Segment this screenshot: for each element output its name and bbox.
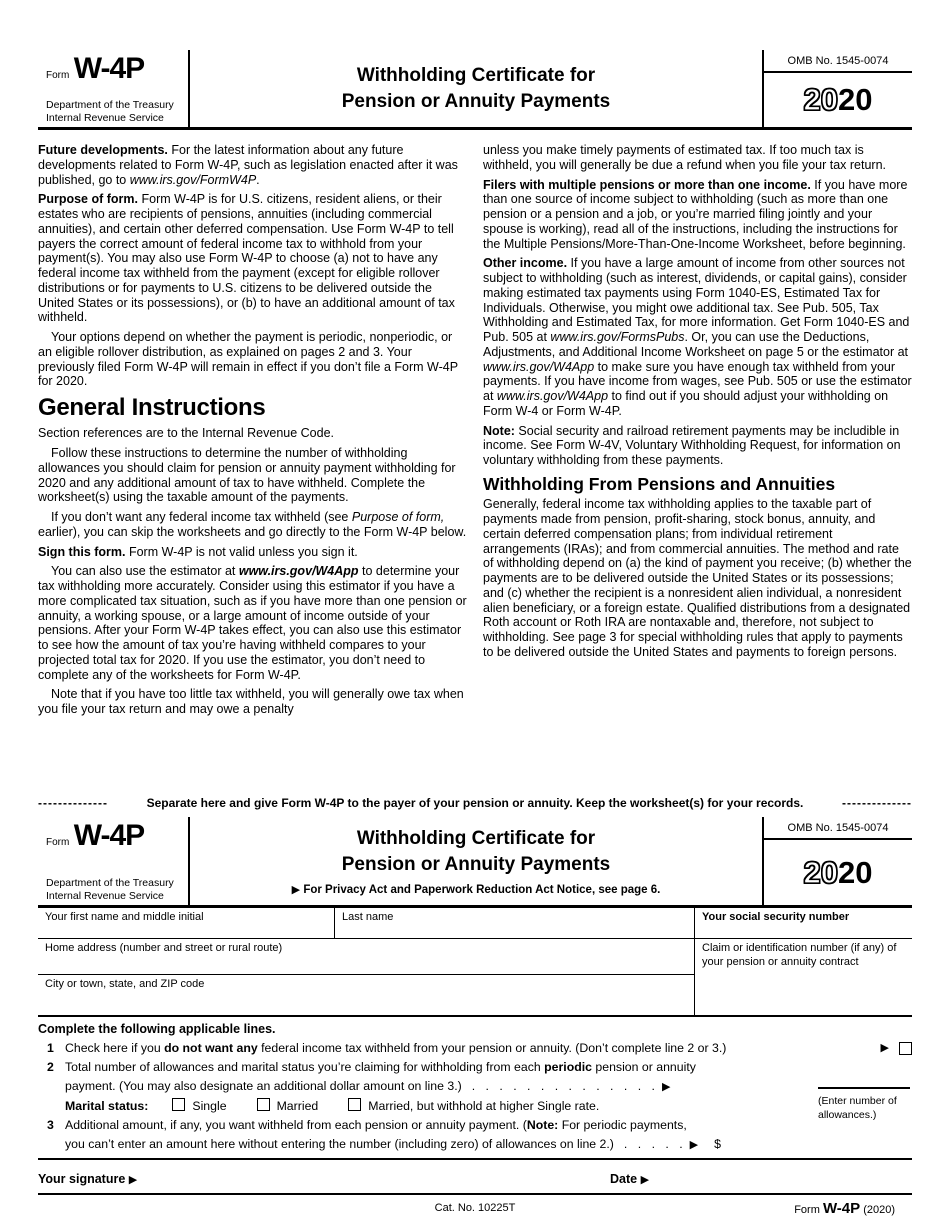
form-header-top	[38, 50, 912, 130]
para-sign-this-form: Sign this form. Form W-4P is not valid unless you sign it.	[38, 544, 358, 559]
line-3-text: Additional amount, if any, you want withheld from each pension or annuity payment. (Note: For periodic payments,	[65, 1118, 687, 1132]
para-skip-worksheets: If you don’t want any federal income tax withheld (see Purpose of form, earlier), you can skip the worksheets and go directly to the Form W-4P below.	[38, 510, 467, 539]
single-checkbox[interactable]	[172, 1098, 185, 1111]
claim-number-field[interactable]	[695, 939, 912, 1015]
arrow-right-icon: ▶	[689, 1139, 699, 1151]
form-id	[794, 1200, 895, 1217]
agency-line-1: Department of the Treasury	[46, 99, 174, 112]
omb-year-block-2	[762, 817, 912, 905]
catalog-number: Cat. No. 10225T	[434, 1202, 516, 1214]
signature-label: Your signature	[38, 1172, 126, 1186]
para-multiple-pensions: Filers with multiple pensions or more than one income. If you have more than one source of income subject to withholding (such as more than one pension or a pension and a job, or you’re married filing jointly and your spouse is working), read all of the instructions, including the instructions for the Multiple Pensions/More-Than-One-Income Worksheet, before beginning.	[483, 177, 908, 251]
ssn-field[interactable]	[695, 908, 912, 939]
home-address-field[interactable]	[38, 939, 695, 975]
form-word: Form	[46, 70, 70, 81]
para-your-options: Your options depend on whether the payment is periodic, nonperiodic, or an eligible rollover distribution, as explained on pages 2 and 3. Your previously filed Form W-4P will remain in effect if you don’t file a Form W-4P for 2020.	[38, 330, 458, 389]
married-checkbox[interactable]	[257, 1098, 270, 1111]
last-name-label: Last name	[342, 911, 394, 923]
allowances-entry-line[interactable]	[818, 1087, 910, 1089]
para-future-developments: Future developments. For the latest information about any future developments related to Form W-4P, such as legislation enacted after it was published, go to www.irs.gov/FormW4P.	[38, 143, 458, 187]
date-label: Date	[610, 1172, 638, 1186]
form-number-block	[38, 50, 190, 127]
applicable-lines-section	[38, 1017, 912, 1160]
form-title-line-2: Pension or Annuity Payments	[341, 90, 611, 112]
form-title-block	[190, 50, 762, 127]
marital-option-single	[172, 1098, 226, 1114]
dot-leaders: . . . . . . . . . . . . . .	[471, 1079, 655, 1093]
para-section-references: Section references are to the Internal Revenue Code.	[38, 426, 335, 441]
line-3	[38, 1117, 912, 1133]
married-higher-rate-label: Married, but withhold at higher Single rate.	[368, 1099, 600, 1113]
line-1-number: 1	[47, 1041, 54, 1055]
married-label: Married	[276, 1099, 319, 1113]
line-1	[38, 1040, 912, 1056]
year-outline-digits: 20	[803, 82, 838, 117]
form-title-line-2b: Pension or Annuity Payments	[341, 854, 611, 875]
line-3-number: 3	[47, 1118, 54, 1132]
no-withholding-checkbox[interactable]	[899, 1042, 912, 1055]
para-withholding-general: Generally, federal income tax withholding applies to the taxable part of payments made from pension, profit-sharing, stock bonus, annuity, and certain deferred compensation plans; from individual retirement arrangements (IRAs); and from commercial annuities. The method and rate of withholding depend on (a) the kind of payment you receive; (b) whether the payments are to be delivered outside the United States or its possessions; and (c) whether the recipient is a nonresident alien individual, a nonresident alien beneficiary, or a foreign estate. Qualified distributions from a designated Roth account or Roth IRA are nontaxable and, therefore, not subject to withholding. See page 3 for special withholding rules that apply to payments to be delivered outside the United States and payments to foreign persons.	[483, 497, 912, 659]
heading-withholding-pensions: Withholding From Pensions and Annuities	[483, 473, 836, 494]
form-id-number: W-4P	[822, 1200, 861, 1217]
marital-status-row	[65, 1098, 912, 1114]
year-outline-digits-2: 20	[803, 854, 838, 890]
form-title-line-1: Withholding Certificate for	[356, 64, 596, 86]
agency-lines-2	[46, 877, 182, 902]
single-label: Single	[192, 1099, 227, 1113]
arrow-right-icon: ▶	[291, 883, 301, 896]
signature-area[interactable]	[38, 1172, 610, 1186]
married-higher-rate-checkbox[interactable]	[348, 1098, 361, 1111]
line-1-text: Check here if you do not want any federal income tax withheld from your pension or annuity. (Don’t complete line 2 or 3.)	[65, 1041, 727, 1055]
form-word-2: Form	[46, 837, 70, 848]
omb-number: OMB No. 1545-0074	[764, 50, 912, 73]
last-name-field[interactable]	[335, 908, 695, 939]
agency-line-1b: Department of the Treasury	[46, 877, 174, 890]
separate-here-text: Separate here and give Form W-4P to the payer of your pension or annuity. Keep the worksheet(s) for your records.	[146, 796, 804, 810]
separator-dashes-right: --------------	[842, 796, 912, 810]
instructions-right-column	[483, 143, 912, 793]
instructions	[38, 130, 912, 793]
year-solid-digits: 20	[838, 82, 873, 117]
omb-year-block	[762, 50, 912, 127]
signature-row	[38, 1160, 912, 1195]
form-number-block-2	[38, 817, 190, 905]
form-id-year: (2020)	[863, 1204, 895, 1216]
tax-year-2	[764, 840, 912, 905]
first-name-label: Your first name and middle initial	[45, 911, 204, 923]
tax-year	[764, 73, 912, 127]
line-2-text-cont: payment. (You may also designate an additional dollar amount on line 3.)	[65, 1079, 462, 1093]
identity-fields	[38, 908, 912, 1017]
agency-lines	[46, 99, 182, 124]
para-too-little-tax-cont: unless you make timely payments of estimated tax. If too much tax is withheld, you will generally be due a refund when you file your tax return.	[483, 143, 887, 172]
arrow-right-icon: ▶	[880, 1042, 889, 1054]
line-2-number: 2	[47, 1060, 54, 1074]
arrow-right-icon: ▶	[640, 1174, 650, 1186]
para-estimator: You can also use the estimator at www.irs.gov/W4App to determine your tax withholding more accurately. Consider using this estimator if you have a more complicated tax situation, such as if you have more than one pension or annuity, a working spouse, or a large amount of income outside of your pensions. After your Form W-4P takes effect, you can also use this estimator to see how the amount of tax you’re having withheld compares to your projected total tax for 2020. If you use the estimator, you don’t need to complete any of the worksheets for Form W-4P.	[38, 564, 467, 682]
claim-number-label: Claim or identification number (if any) of your pension or annuity contract	[702, 942, 897, 968]
form-number: W-4P	[73, 52, 145, 85]
marital-option-married-higher-rate	[348, 1098, 599, 1114]
agency-line-2: Internal Revenue Service	[46, 111, 164, 124]
para-other-income: Other income. If you have a large amount of income from other sources not subject to withholding (such as interest, dividends, or capital gains), consider making estimated tax payments using Form 1040-ES, Estimated Tax for Individuals. Otherwise, you might owe additional tax. See Pub. 505, Tax Withholding and Estimated Tax, for more information. Get Form 1040-ES and Pub. 505 at www.irs.gov/FormsPubs. Or, you can use the Deductions, Adjustments, and Additional Income Worksheet on page 5 or the estimator at www.irs.gov/W4App to make sure you have enough tax withheld from your payments. If you have income from wages, see Pub. 505 or use the estimator at www.irs.gov/W4App to find out if you should adjust your withholding on Form W-4 or Form W-4P.	[483, 256, 912, 418]
complete-lines-heading: Complete the following applicable lines.	[38, 1022, 276, 1036]
privacy-act-notice: For Privacy Act and Paperwork Reduction Act Notice, see page 6.	[303, 883, 661, 896]
home-address-label: Home address (number and street or rural route)	[45, 942, 283, 954]
form-header-bottom	[38, 817, 912, 908]
heading-general-instructions: General Instructions	[38, 394, 266, 421]
first-name-field[interactable]	[38, 908, 335, 939]
form-id-prefix: Form	[794, 1204, 820, 1216]
arrow-right-icon: ▶	[128, 1174, 138, 1186]
line-2-text: Total number of allowances and marital status you’re claiming for withholding from each periodic pension or annuity	[65, 1060, 696, 1074]
arrow-right-icon: ▶	[661, 1081, 671, 1093]
form-footer	[38, 1195, 912, 1229]
ssn-label: Your social security number	[702, 911, 850, 923]
dot-leaders: . . . . .	[623, 1137, 683, 1151]
para-too-little-tax: Note that if you have too little tax withheld, you will generally owe tax when you file your tax return and may owe a penalty	[38, 687, 464, 717]
year-solid-digits-2: 20	[838, 854, 873, 890]
line-3-continuation	[65, 1136, 800, 1153]
form-title-line-1b: Withholding Certificate for	[356, 828, 596, 850]
line-3-text-cont: you can’t enter an amount here without entering the number (including zero) of allowances on line 2.)	[65, 1137, 614, 1151]
marital-status-label: Marital status:	[65, 1099, 149, 1113]
line-2	[38, 1059, 912, 1075]
city-state-zip-field[interactable]	[38, 975, 695, 1015]
separate-here-strip	[38, 796, 912, 810]
para-follow-instructions: Follow these instructions to determine the number of withholding allowances you should claim for pension or annuity payment withholding for 2020 and any additional amount of tax to have withheld. Complete the worksheet(s) using the taxable amount of the payments.	[38, 446, 456, 505]
city-state-zip-label: City or town, state, and ZIP code	[45, 978, 205, 990]
form-number-2: W-4P	[73, 819, 145, 852]
separator-dashes-left: --------------	[38, 796, 108, 810]
marital-option-married	[257, 1098, 319, 1114]
para-note-social-security: Note: Social security and railroad retirement payments may be includible in income. See Form W-4V, Voluntary Withholding Request, for information on voluntary withholding from these payments.	[483, 423, 901, 467]
enter-number-note: (Enter number of allowances.)	[818, 1095, 897, 1121]
omb-number-2: OMB No. 1545-0074	[764, 817, 912, 840]
form-title-block-2	[190, 817, 762, 905]
agency-line-2b: Internal Revenue Service	[46, 889, 164, 902]
instructions-left-column	[38, 143, 467, 793]
line-2-continuation	[65, 1078, 800, 1095]
dollar-sign: $	[714, 1137, 721, 1151]
para-purpose-of-form: Purpose of form. Form W-4P is for U.S. citizens, resident aliens, or their estates who are recipients of pensions, annuities (including commercial annuities), and certain other deferred compensation. Use Form W-4P to tell payers the correct amount of federal income tax to withhold from your payment(s). You may also use Form W-4P to choose (a) not to have any federal income tax withheld from the payment (except for eligible rollover distributions or for payments to U.S. citizens to be delivered outside the United States or its possessions), or (b) to have an additional amount of tax withheld.	[38, 192, 455, 325]
date-area[interactable]	[610, 1172, 912, 1186]
